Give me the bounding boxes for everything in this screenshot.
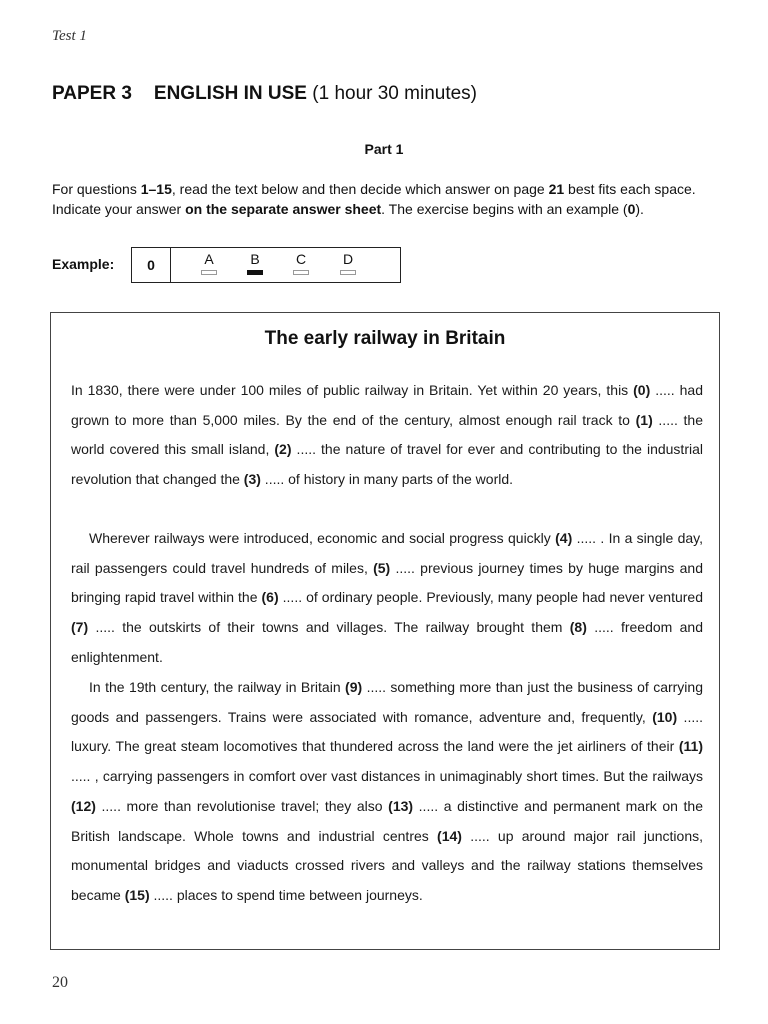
gap-number: (1) <box>635 411 653 428</box>
instructions <box>52 179 724 219</box>
example-label: Example: <box>52 256 115 272</box>
text-run: ..... luxury. The great steam locomotives that thundered across the land were the jet airliners of their <box>71 708 704 755</box>
paper-subject: ENGLISH IN USE <box>153 83 307 104</box>
text-run: ..... something more than just the business of carrying goods and passengers. Trains were associated with romance, adventure and, frequently, <box>71 679 703 725</box>
gap-number: (4) <box>555 530 573 546</box>
gap-number: (8) <box>569 619 587 636</box>
instructions-text: ). <box>635 201 644 217</box>
option-mark <box>247 270 263 275</box>
text-run: In 1830, there were under 100 miles of public railway in Britain. Yet within 20 years, this <box>71 382 634 398</box>
paper-number: PAPER 3 <box>52 83 132 104</box>
gap-number: (9) <box>345 679 363 695</box>
option-letter: B <box>250 251 260 267</box>
text-run: ..... the nature of travel for ever and contributing to the industrial revolution that changed the <box>71 441 703 488</box>
gap-number: (15) <box>124 886 150 903</box>
instructions-example-ref: 0 <box>627 201 636 217</box>
text-run: ..... previous journey times by huge margins and bringing rapid travel within the <box>71 559 703 606</box>
running-head: Test 1 <box>52 28 87 44</box>
text-run: ..... the outskirts of their towns and villages. The railway brought them <box>88 619 570 636</box>
page-number: 20 <box>52 974 68 991</box>
option-letter: D <box>342 251 354 267</box>
text-run: ..... places to spend time between journeys. <box>149 886 423 903</box>
instructions-text: best fits each space. Indicate your answer <box>52 181 696 217</box>
gap-number: (6) <box>261 589 279 606</box>
instructions-page-ref: 21 <box>548 181 565 197</box>
option-letter: A <box>204 251 214 267</box>
option-mark <box>293 270 309 275</box>
gap-number: (5) <box>373 559 391 576</box>
paragraph-2 <box>71 524 703 673</box>
paragraph-1 <box>71 376 703 495</box>
part-heading: Part 1 <box>364 141 404 157</box>
instructions-text: , read the text below and then decide which answer on page <box>171 181 549 197</box>
example-option-a <box>196 251 222 275</box>
gap-number: (0) <box>633 382 651 398</box>
text-run: ..... of history in many parts of the world. <box>260 471 514 488</box>
option-letter: C <box>295 251 307 267</box>
text-run: ..... more than revolutionise travel; they also <box>95 797 389 814</box>
text-run: ..... had grown to more than 5,000 miles. By the end of the century, almost enough rail track to <box>71 382 703 428</box>
instructions-question-range: 1–15 <box>140 181 172 197</box>
option-mark <box>340 270 356 275</box>
paper-duration: (1 hour 30 minutes) <box>312 83 478 104</box>
text-run: ..... a distinctive and permanent mark on the British landscape. Whole towns and industrial centres <box>71 797 703 844</box>
instructions-text: For questions <box>52 181 141 197</box>
text-run: ..... the world covered this small island, <box>71 411 703 458</box>
gap-number: (11) <box>678 738 703 755</box>
text-title: The early railway in Britain <box>264 328 506 349</box>
paper-title <box>52 83 477 105</box>
text-run: In the 19th century, the railway in Britain <box>89 679 346 695</box>
gap-number: (13) <box>388 797 414 814</box>
option-mark <box>201 270 217 275</box>
text-run: ..... freedom and enlightenment. <box>71 619 703 665</box>
example-answer-box <box>131 247 401 283</box>
text-run: ..... of ordinary people. Previously, many people had never ventured <box>278 589 703 606</box>
gap-number: (10) <box>652 708 678 725</box>
example-option-c <box>288 251 314 275</box>
text-run: ..... , carrying passengers in comfort over vast distances in unimaginably short times. But the railways <box>71 768 703 785</box>
example-number: 0 <box>132 248 171 282</box>
reading-text-panel <box>50 312 720 950</box>
instructions-text: . The exercise begins with an example ( <box>381 201 628 217</box>
paragraph-3 <box>71 673 703 911</box>
example-option-d <box>335 251 361 275</box>
gap-number: (14) <box>437 827 462 844</box>
example-option-b <box>242 251 268 275</box>
gap-number: (3) <box>243 471 261 488</box>
gap-number: (12) <box>71 797 96 814</box>
instructions-answer-sheet: on the separate answer sheet <box>185 201 382 217</box>
text-run: ..... . In a single day, rail passengers could travel hundreds of miles, <box>71 530 704 576</box>
gap-number: (7) <box>71 619 89 636</box>
gap-number: (2) <box>274 441 292 458</box>
text-run: ..... up around major rail junctions, monumental bridges and viaducts crossed rivers and valleys and the railway stations themselves became <box>71 827 703 903</box>
text-run: Wherever railways were introduced, economic and social progress quickly <box>89 530 556 546</box>
